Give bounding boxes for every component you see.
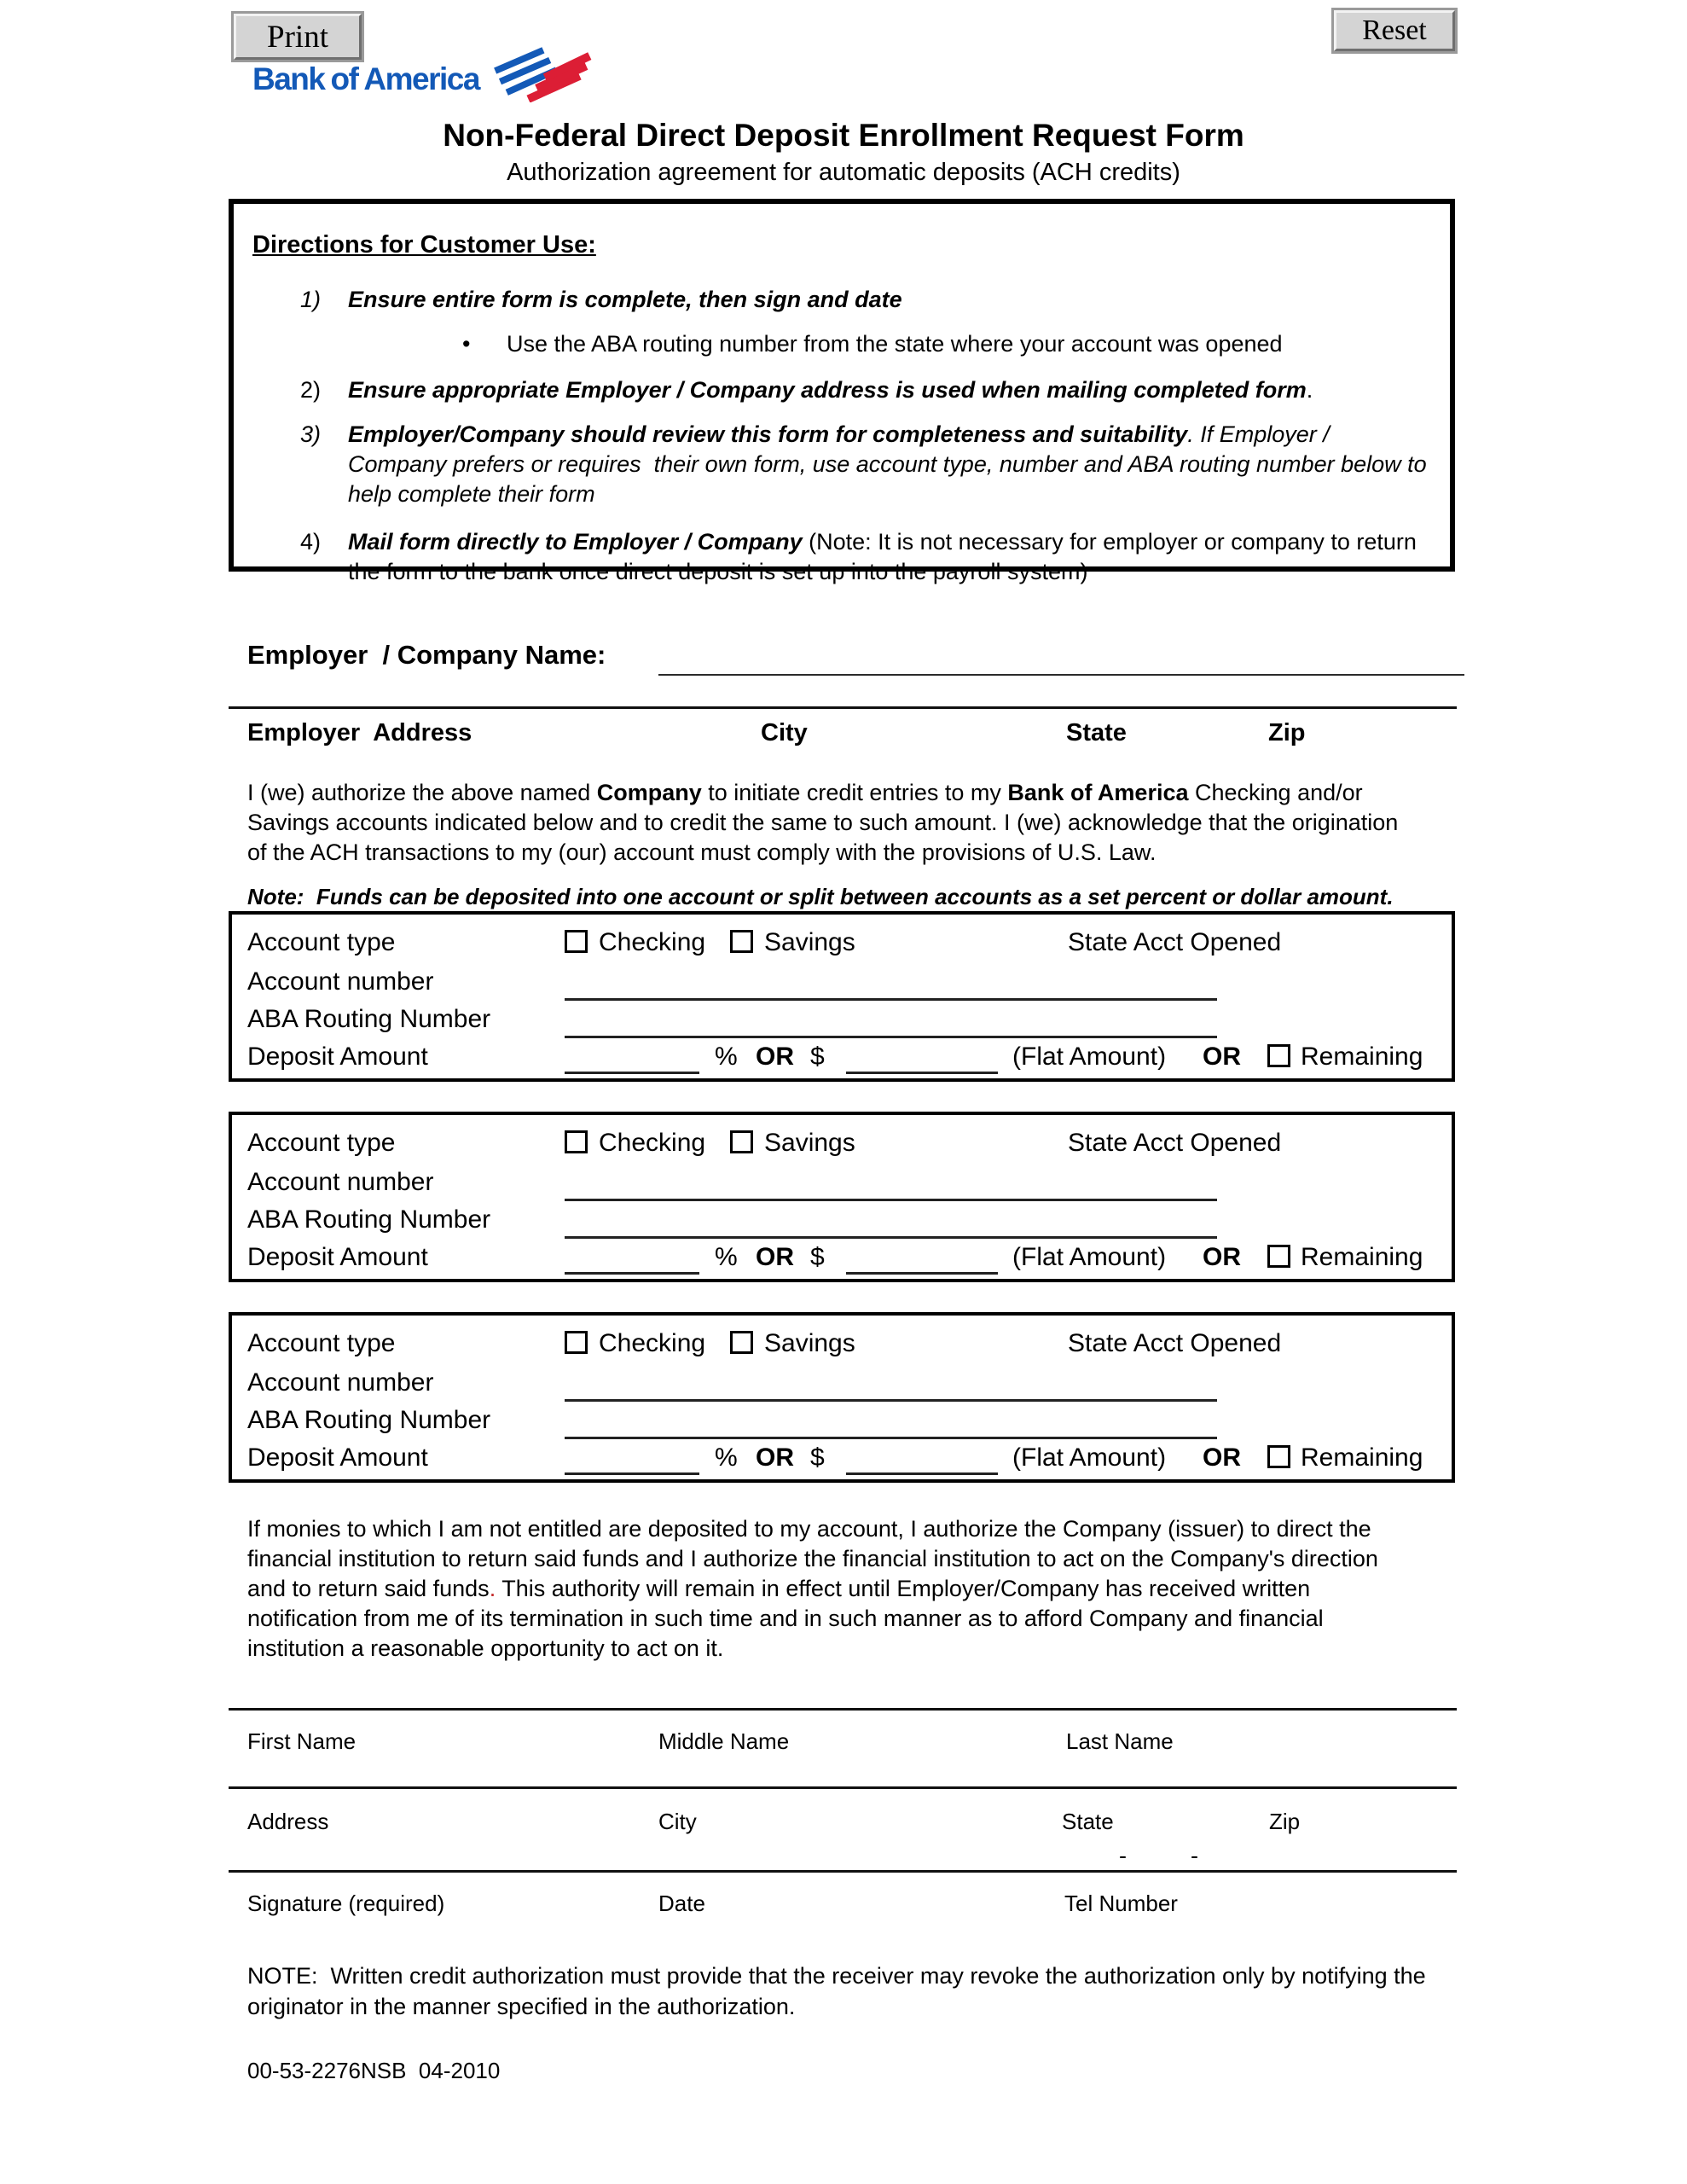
or-label-2: OR xyxy=(1203,1443,1241,1472)
or-label-1: OR xyxy=(756,1243,794,1271)
flat-amount-label: (Flat Amount) xyxy=(1012,1443,1167,1472)
checking-label: Checking xyxy=(599,928,706,956)
state-label: State xyxy=(1062,1809,1114,1834)
direction-item-3-number: 3) xyxy=(300,421,322,447)
aba-routing-field[interactable] xyxy=(565,1211,1217,1239)
form-number: 00-53-2276NSB 04-2010 xyxy=(247,2058,501,2083)
or-label-2: OR xyxy=(1203,1043,1241,1071)
monies-text-2: This authority will remain in effect until Employer/Company has received written notification from me of its termination in such time and in such manner as to afford Company and financial institution a reasonable opportunity to act on it. xyxy=(247,1576,1330,1661)
zip-label: Zip xyxy=(1269,1809,1301,1834)
direction-item-2-tail: . xyxy=(1306,377,1313,403)
aba-routing-field[interactable] xyxy=(565,1010,1217,1038)
savings-label: Savings xyxy=(764,928,855,956)
account-number-label: Account number xyxy=(247,1368,434,1397)
direction-item-4-tail: (Note: It is not necessary for employer or company to return the form to the bank once direct deposit is set up into the payroll system) xyxy=(348,529,1423,584)
account-number-label: Account number xyxy=(247,1168,434,1196)
dollar-sign: $ xyxy=(810,1243,825,1271)
signature-divider-2 xyxy=(229,1786,1457,1789)
account-number-label: Account number xyxy=(247,967,434,996)
authorization-text-1: I (we) authorize the above named xyxy=(247,780,597,805)
account-number-field[interactable] xyxy=(565,1173,1217,1201)
deposit-amount-label: Deposit Amount xyxy=(247,1243,428,1271)
reset-button[interactable]: Reset xyxy=(1334,10,1455,51)
direction-item-3-tail: . If Employer / Company prefers or requires their own form, use account type, number and ABA routing number below to help complete their form xyxy=(348,421,1434,507)
state-acct-opened-label: State Acct Opened xyxy=(1068,1129,1282,1157)
direction-item-3-text: Employer/Company should review this form for completeness and suitability xyxy=(348,421,1188,447)
percent-field[interactable] xyxy=(565,1046,699,1074)
dollar-sign: $ xyxy=(810,1443,825,1472)
bullet-icon: • xyxy=(462,331,471,357)
percent-field[interactable] xyxy=(565,1447,699,1475)
direction-item-4 xyxy=(252,527,1428,587)
note-line: Note: Funds can be deposited into one account or split between accounts as a set percent or dollar amount. xyxy=(247,884,1394,909)
authorization-paragraph xyxy=(247,778,1416,868)
percent-sign: % xyxy=(715,1443,738,1472)
flat-amount-label: (Flat Amount) xyxy=(1012,1043,1167,1071)
or-label-2: OR xyxy=(1203,1243,1241,1271)
direction-item-3 xyxy=(252,420,1434,509)
savings-checkbox[interactable] xyxy=(730,1130,753,1153)
savings-checkbox[interactable] xyxy=(730,930,753,953)
flat-amount-field[interactable] xyxy=(846,1246,998,1275)
checking-label: Checking xyxy=(599,1329,706,1357)
deposit-amount-label: Deposit Amount xyxy=(247,1043,428,1071)
directions-box xyxy=(229,199,1455,584)
tel-dash-1: - xyxy=(1119,1843,1127,1868)
remaining-label: Remaining xyxy=(1301,1243,1423,1271)
monies-paragraph xyxy=(247,1514,1416,1664)
savings-checkbox[interactable] xyxy=(730,1331,753,1354)
remaining-checkbox[interactable] xyxy=(1267,1044,1290,1067)
flat-amount-field[interactable] xyxy=(846,1046,998,1074)
form-subtitle: Authorization agreement for automatic deposits (ACH credits) xyxy=(507,159,1180,186)
employer-zip-label: Zip xyxy=(1268,719,1306,746)
date-label: Date xyxy=(658,1891,705,1916)
remaining-label: Remaining xyxy=(1301,1043,1423,1071)
remaining-checkbox[interactable] xyxy=(1267,1445,1290,1468)
tel-dash-2: - xyxy=(1191,1843,1198,1868)
bank-of-america-wordmark xyxy=(252,61,479,97)
aba-routing-label: ABA Routing Number xyxy=(247,1205,491,1234)
direction-item-1-number: 1) xyxy=(300,287,322,312)
aba-routing-field[interactable] xyxy=(565,1411,1217,1439)
savings-label: Savings xyxy=(764,1129,855,1157)
account-type-label: Account type xyxy=(247,1129,396,1157)
directions-heading: Directions for Customer Use: xyxy=(252,231,596,258)
employer-address-label: Employer Address xyxy=(247,719,472,746)
first-name-field[interactable] xyxy=(247,1732,640,1766)
signature-label: Signature (required) xyxy=(247,1891,445,1916)
employer-city-label: City xyxy=(761,719,808,746)
direction-item-1-bullet xyxy=(462,329,1428,359)
bank-of-america-logo xyxy=(252,51,592,107)
direction-item-1-bullet-text: Use the ABA routing number from the state where your account was opened xyxy=(507,331,1283,357)
employer-company-name-field[interactable] xyxy=(658,648,1464,676)
account-type-label: Account type xyxy=(247,928,396,956)
logo-word-bank: Bank xyxy=(252,61,325,96)
address-label: Address xyxy=(247,1809,329,1834)
account-box-2 xyxy=(229,1112,1455,1282)
account-number-field[interactable] xyxy=(565,1374,1217,1402)
authorization-bofa-bold: Bank of America xyxy=(1007,780,1189,805)
account-box-3 xyxy=(229,1312,1455,1483)
deposit-amount-label: Deposit Amount xyxy=(247,1443,428,1472)
logo-word-of: of xyxy=(330,61,358,96)
signature-divider-3 xyxy=(229,1870,1457,1873)
direction-item-1 xyxy=(252,285,1428,315)
city-label: City xyxy=(658,1809,697,1834)
signature-divider-1 xyxy=(229,1708,1457,1711)
direction-item-2 xyxy=(252,375,1428,405)
authorization-company-bold: Company xyxy=(596,780,702,805)
first-name-label: First Name xyxy=(247,1728,357,1754)
monies-red-period: . xyxy=(489,1576,496,1601)
percent-sign: % xyxy=(715,1043,738,1071)
direction-item-4-text: Mail form directly to Employer / Company xyxy=(348,529,803,555)
checking-label: Checking xyxy=(599,1129,706,1157)
account-type-label: Account type xyxy=(247,1329,396,1357)
employer-company-name-label: Employer / Company Name: xyxy=(247,640,606,670)
middle-name-label: Middle Name xyxy=(658,1728,790,1754)
form-title: Non-Federal Direct Deposit Enrollment Request Form xyxy=(443,118,1244,153)
monies-text-1: If monies to which I am not entitled are deposited to my account, I authorize the Company (issuer) to direct the financial institution to return said funds and I authorize the financial institution to act on the Company's direction and to return said funds xyxy=(247,1516,1385,1601)
authorization-text-3: Checking and/or Savings accounts indicated below and to credit the same to such amount. I (we) acknowledge that the origination of the ACH transactions to my (our) account must comply with the provisions of U.S. Law. xyxy=(247,780,1405,865)
checking-checkbox[interactable] xyxy=(565,930,588,953)
flat-amount-field[interactable] xyxy=(846,1447,998,1475)
checking-checkbox[interactable] xyxy=(565,1331,588,1354)
percent-sign: % xyxy=(715,1243,738,1271)
account-number-field[interactable] xyxy=(565,973,1217,1001)
remaining-checkbox[interactable] xyxy=(1267,1245,1290,1268)
direction-item-4-number: 4) xyxy=(300,529,322,555)
dollar-sign: $ xyxy=(810,1043,825,1071)
aba-routing-label: ABA Routing Number xyxy=(247,1406,491,1434)
or-label-1: OR xyxy=(756,1443,794,1472)
last-name-label: Last Name xyxy=(1066,1728,1174,1754)
state-acct-opened-label: State Acct Opened xyxy=(1068,928,1282,956)
footer-note: NOTE: Written credit authorization must provide that the receiver may revoke the authorization only by notifying the originator in the manner specified in the authorization. xyxy=(247,1963,1433,2019)
or-label-1: OR xyxy=(756,1043,794,1071)
direction-item-1-text: Ensure entire form is complete, then sign and date xyxy=(348,287,902,312)
account-box-1 xyxy=(229,911,1455,1082)
percent-field[interactable] xyxy=(565,1246,699,1275)
checking-checkbox[interactable] xyxy=(565,1130,588,1153)
section-divider-1 xyxy=(229,706,1457,709)
tel-number-label: Tel Number xyxy=(1064,1891,1178,1916)
flat-amount-label: (Flat Amount) xyxy=(1012,1243,1167,1271)
direction-item-2-number: 2) xyxy=(300,377,322,403)
employer-state-label: State xyxy=(1066,719,1127,746)
state-acct-opened-label: State Acct Opened xyxy=(1068,1329,1282,1357)
aba-routing-label: ABA Routing Number xyxy=(247,1005,491,1033)
print-button[interactable]: Print xyxy=(234,14,362,60)
bofa-flag-icon xyxy=(491,46,592,102)
authorization-text-2: to initiate credit entries to my xyxy=(701,780,1008,805)
direction-item-2-text: Ensure appropriate Employer / Company address is used when mailing completed form xyxy=(348,377,1307,403)
logo-word-america: America xyxy=(363,61,479,96)
remaining-label: Remaining xyxy=(1301,1443,1423,1472)
savings-label: Savings xyxy=(764,1329,855,1357)
